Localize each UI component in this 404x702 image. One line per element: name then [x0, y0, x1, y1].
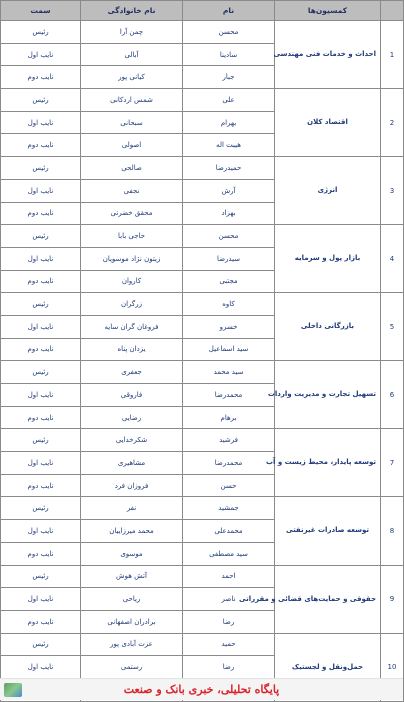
cell-first-name: حسن: [183, 474, 275, 497]
cell-first-name: سیدرضا: [183, 247, 275, 270]
cell-first-name: هیبت اله: [183, 134, 275, 157]
cell-commission: اقتصاد کلان: [275, 89, 381, 157]
cell-first-name: حمید: [183, 633, 275, 656]
cell-family-name: ریاحی: [81, 588, 183, 611]
cell-family-name: زرگران: [81, 293, 183, 316]
cell-role: نایب اول: [1, 111, 81, 134]
cell-first-name: محسن: [183, 21, 275, 44]
cell-first-name: کاوه: [183, 293, 275, 316]
cell-first-name: بهزاد: [183, 202, 275, 225]
cell-role: نایب دوم: [1, 202, 81, 225]
cell-first-name: مجتبی: [183, 270, 275, 293]
cell-role: رئیس: [1, 293, 81, 316]
cell-family-name: یزدان پناه: [81, 338, 183, 361]
cell-family-name: چمن آرا: [81, 21, 183, 44]
cell-role: رئیس: [1, 497, 81, 520]
cell-role: نایب دوم: [1, 66, 81, 89]
cell-commission: تسهیل تجارت و مدیریت واردات: [275, 361, 381, 429]
cell-family-name: حاجی بابا: [81, 225, 183, 248]
cell-first-name: برهام: [183, 406, 275, 429]
cell-role: نایب اول: [1, 520, 81, 543]
cell-role: رئیس: [1, 89, 81, 112]
cell-commission: توسعه پایدار، محیط زیست و آب: [275, 429, 381, 497]
cell-number: 9: [381, 565, 404, 633]
cell-number: 1: [381, 21, 404, 89]
header-family: نام خانوادگی: [81, 1, 183, 21]
cell-family-name: موسوی: [81, 542, 183, 565]
footer-banner-text: پایگاه تحلیلی، خبری بانک و صنعت: [123, 683, 280, 696]
cell-family-name: محقق خضرتی: [81, 202, 183, 225]
cell-number: 6: [381, 361, 404, 429]
cell-role: رئیس: [1, 565, 81, 588]
table-row: [1, 361, 404, 384]
cell-family-name: برادران اصفهانی: [81, 610, 183, 633]
cell-number: 8: [381, 497, 404, 565]
table-row: [1, 21, 404, 44]
cell-family-name: شمس اردکانی: [81, 89, 183, 112]
cell-role: نایب اول: [1, 384, 81, 407]
cell-commission: بازار پول و سرمایه: [275, 225, 381, 293]
cell-family-name: صالحی: [81, 157, 183, 180]
cell-first-name: فرشید: [183, 429, 275, 452]
cell-role: رئیس: [1, 225, 81, 248]
cell-number: 10: [381, 633, 404, 701]
cell-first-name: جبار: [183, 66, 275, 89]
footer-banner: [0, 678, 403, 700]
cell-commission: حمل‌ونقل و لجستیک: [275, 633, 381, 701]
cell-first-name: محمدرضا: [183, 452, 275, 475]
cell-commission: توسعه صادرات غیرنفتی: [275, 497, 381, 565]
cell-family-name: فروغان گران سایه: [81, 315, 183, 338]
cell-role: رئیس: [1, 633, 81, 656]
cell-first-name: سید محمد: [183, 361, 275, 384]
cell-commission: حقوقی و حمایت‌های قضائی و مقرراتی: [275, 565, 381, 633]
cell-family-name: زیتون نژاد موسویان: [81, 247, 183, 270]
header-role: سمت: [1, 1, 81, 21]
cell-family-name: محمد میرزاییان: [81, 520, 183, 543]
cell-first-name: احمد: [183, 565, 275, 588]
cell-role: نایب دوم: [1, 270, 81, 293]
cell-first-name: حمیدرضا: [183, 157, 275, 180]
cell-family-name: نجفی: [81, 179, 183, 202]
cell-family-name: فروزان فرد: [81, 474, 183, 497]
cell-first-name: محسن: [183, 225, 275, 248]
cell-role: رئیس: [1, 429, 81, 452]
table-row: [1, 497, 404, 520]
cell-role: نایب اول: [1, 656, 81, 679]
cell-family-name: کاروان: [81, 270, 183, 293]
cell-family-name: عزت آبادی پور: [81, 633, 183, 656]
cell-first-name: سادینا: [183, 43, 275, 66]
cell-role: نایب دوم: [1, 610, 81, 633]
cell-first-name: رضا: [183, 656, 275, 679]
cell-first-name: خسرو: [183, 315, 275, 338]
cell-family-name: کیانی پور: [81, 66, 183, 89]
cell-role: نایب دوم: [1, 134, 81, 157]
cell-role: نایب اول: [1, 315, 81, 338]
cell-first-name: سید مصطفی: [183, 542, 275, 565]
cell-role: نایب دوم: [1, 474, 81, 497]
cell-commission: احداث و خدمات فنی مهندسی: [275, 21, 381, 89]
header-commission: کمسیون‌ها: [275, 1, 381, 21]
cell-role: نایب دوم: [1, 338, 81, 361]
cell-number: 2: [381, 89, 404, 157]
cell-number: 3: [381, 157, 404, 225]
cell-first-name: رضا: [183, 610, 275, 633]
site-logo-icon: [4, 683, 22, 697]
cell-family-name: آبالی: [81, 43, 183, 66]
cell-first-name: آرش: [183, 179, 275, 202]
cell-family-name: آتش هوش: [81, 565, 183, 588]
cell-family-name: رضایی: [81, 406, 183, 429]
cell-family-name: نفر: [81, 497, 183, 520]
cell-family-name: شکرخدایی: [81, 429, 183, 452]
cell-family-name: مشاهیری: [81, 452, 183, 475]
cell-commission: انرژی: [275, 157, 381, 225]
cell-family-name: جعفری: [81, 361, 183, 384]
table-row: [1, 293, 404, 316]
header-number: [381, 1, 404, 21]
cell-role: نایب اول: [1, 179, 81, 202]
header-first-name: نام: [183, 1, 275, 21]
table-row: [1, 157, 404, 180]
cell-number: 4: [381, 225, 404, 293]
cell-role: نایب دوم: [1, 406, 81, 429]
cell-first-name: بهرام: [183, 111, 275, 134]
cell-role: رئیس: [1, 157, 81, 180]
cell-family-name: رستمی: [81, 656, 183, 679]
cell-first-name: محمدرضا: [183, 384, 275, 407]
table-row: [1, 225, 404, 248]
cell-role: رئیس: [1, 361, 81, 384]
table-row: [1, 633, 404, 656]
table-row: [1, 89, 404, 112]
cell-first-name: سید اسماعیل: [183, 338, 275, 361]
cell-first-name: علی: [183, 89, 275, 112]
cell-role: رئیس: [1, 21, 81, 44]
cell-first-name: محمدعلی: [183, 520, 275, 543]
cell-role: نایب دوم: [1, 542, 81, 565]
cell-role: نایب اول: [1, 452, 81, 475]
table-body: [1, 21, 404, 702]
cell-role: نایب اول: [1, 247, 81, 270]
cell-first-name: ناصر: [183, 588, 275, 611]
cell-family-name: فاروقی: [81, 384, 183, 407]
table-row: [1, 429, 404, 452]
table-row: [1, 565, 404, 588]
cell-family-name: سبحانی: [81, 111, 183, 134]
cell-role: نایب اول: [1, 43, 81, 66]
cell-role: نایب اول: [1, 588, 81, 611]
cell-number: 5: [381, 293, 404, 361]
cell-commission: بازرگانی داخلی: [275, 293, 381, 361]
cell-family-name: اصولی: [81, 134, 183, 157]
cell-first-name: جمشید: [183, 497, 275, 520]
cell-number: 7: [381, 429, 404, 497]
table-header-row: [1, 1, 404, 21]
